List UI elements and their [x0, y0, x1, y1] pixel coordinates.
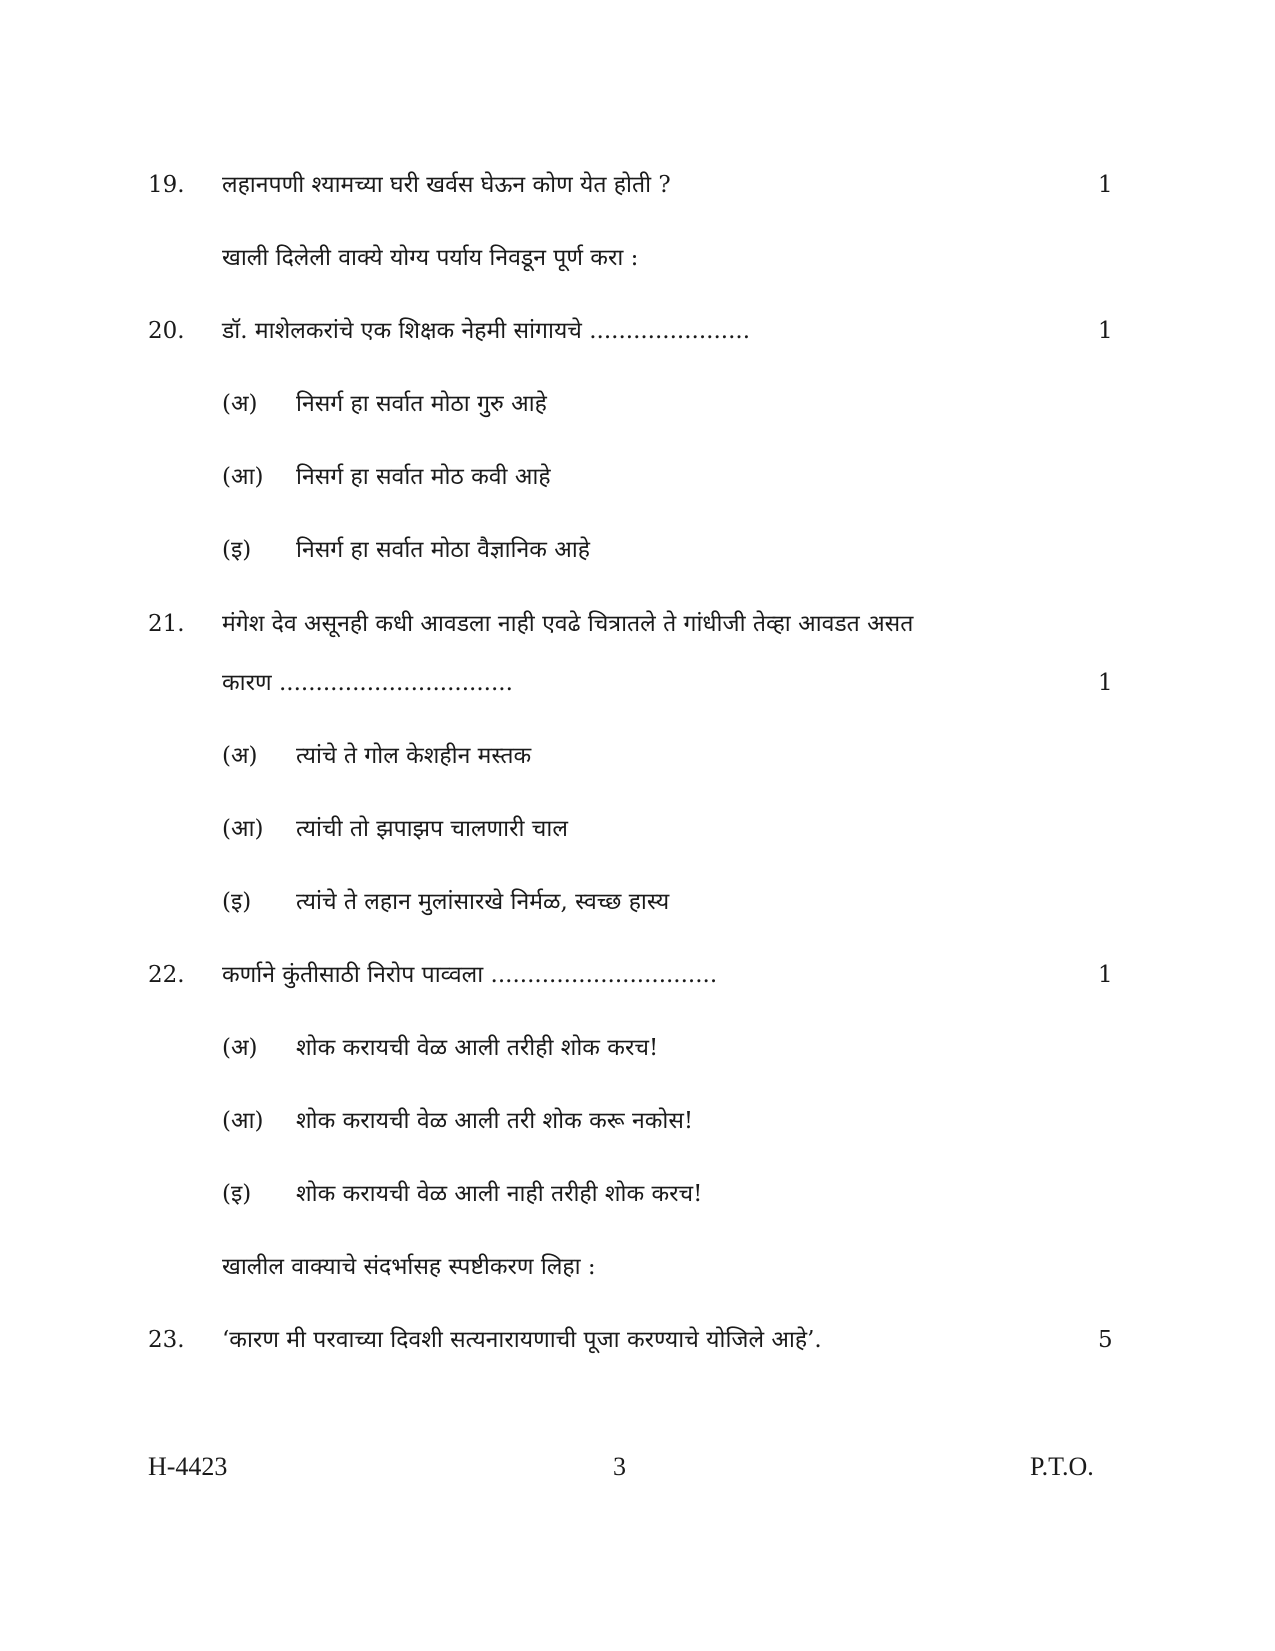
- instruction-explain-with-context: खालील वाक्याचे संदर्भासह स्पष्टीकरण लिहा :: [222, 1254, 596, 1280]
- question-21-option-i-text: त्यांचे ते लहान मुलांसारखे निर्मळ, स्वच्छ हास्य: [296, 889, 670, 915]
- question-20-number: 20.: [148, 318, 185, 344]
- question-21-text-line1: मंगेश देव असूनही कधी आवडला नाही एवढे चित्रातले ते गांधीजी तेव्हा आवडत असत: [222, 611, 914, 637]
- question-22-text: कर्णाने कुंतीसाठी निरोप पाव्वला ...............................: [222, 962, 718, 988]
- question-23-number: 23.: [148, 1327, 185, 1353]
- question-19-marks: 1: [1098, 172, 1113, 198]
- question-22-option-aa-text: शोक करायची वेळ आली तरी शोक करू नकोस!: [296, 1108, 694, 1134]
- question-22-option-a-text: शोक करायची वेळ आली तरीही शोक करच!: [296, 1035, 659, 1061]
- page-number: 3: [613, 1452, 626, 1481]
- question-21-number: 21.: [148, 611, 185, 637]
- question-22-option-aa-label: (आ): [222, 1108, 264, 1134]
- question-20-option-aa-text: निसर्ग हा सर्वात मोठ कवी आहे: [296, 464, 551, 490]
- question-22-number: 22.: [148, 962, 185, 988]
- question-19-text: लहानपणी श्यामच्या घरी खर्वस घेऊन कोण येत होती ?: [222, 172, 671, 198]
- paper-code: H-4423: [148, 1452, 228, 1481]
- question-21-option-i-label: (इ): [222, 889, 252, 915]
- question-20-option-i-text: निसर्ग हा सर्वात मोठा वैज्ञानिक आहे: [296, 537, 590, 563]
- question-22-option-i-label: (इ): [222, 1181, 252, 1207]
- question-21-marks: 1: [1098, 670, 1113, 696]
- question-22-option-i-text: शोक करायची वेळ आली नाही तरीही शोक करच!: [296, 1181, 703, 1207]
- question-20-option-i-label: (इ): [222, 537, 252, 563]
- question-21-option-aa-text: त्यांची तो झपाझप चालणारी चाल: [296, 816, 568, 842]
- question-21-option-a-text: त्यांचे ते गोल केशहीन मस्तक: [296, 743, 532, 769]
- instruction-complete-sentences: खाली दिलेली वाक्ये योग्य पर्याय निवडून पूर्ण करा :: [222, 245, 639, 271]
- question-21-text-line2: कारण ................................: [222, 670, 513, 696]
- question-20-option-a-text: निसर्ग हा सर्वात मोठा गुरु आहे: [296, 391, 547, 417]
- please-turn-over: P.T.O.: [1030, 1452, 1094, 1481]
- question-21-option-a-label: (अ): [222, 743, 258, 769]
- question-19-number: 19.: [148, 172, 185, 198]
- question-22-marks: 1: [1098, 962, 1113, 988]
- question-20-option-a-label: (अ): [222, 391, 258, 417]
- question-20-option-aa-label: (आ): [222, 464, 264, 490]
- question-23-marks: 5: [1098, 1327, 1113, 1353]
- question-22-option-a-label: (अ): [222, 1035, 258, 1061]
- question-20-marks: 1: [1098, 318, 1113, 344]
- question-23-text: ‘कारण मी परवाच्या दिवशी सत्यनारायणाची पूजा करण्याचे योजिले आहे’.: [222, 1327, 822, 1353]
- question-21-option-aa-label: (आ): [222, 816, 264, 842]
- question-20-text: डॉ. माशेलकरांचे एक शिक्षक नेहमी सांगायचे ......................: [222, 318, 751, 344]
